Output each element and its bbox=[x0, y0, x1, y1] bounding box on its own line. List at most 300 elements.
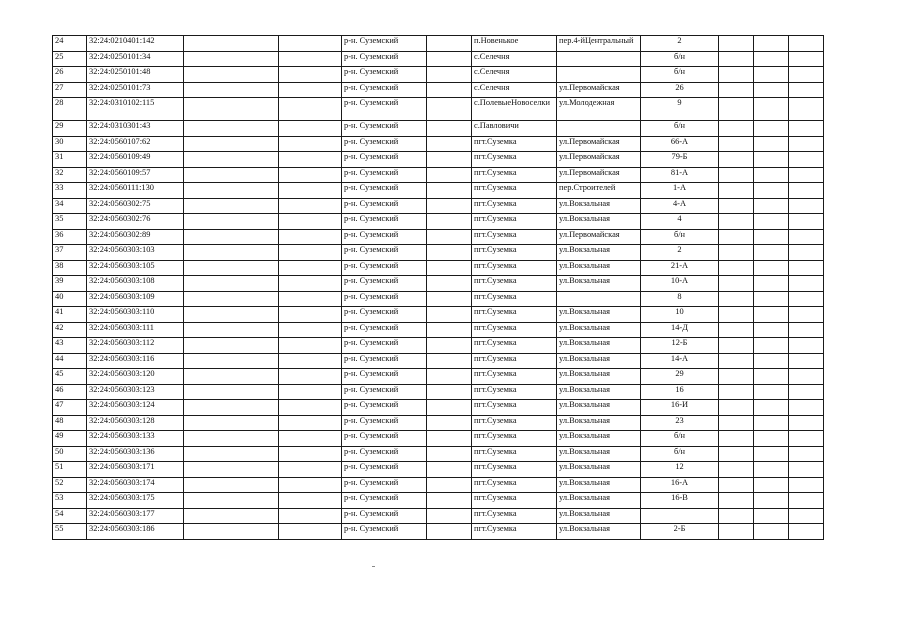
street-name: ул.Вокзальная bbox=[557, 477, 641, 493]
row-number: 26 bbox=[53, 67, 87, 83]
row-number: 41 bbox=[53, 307, 87, 323]
empty-cell bbox=[789, 415, 824, 431]
cadastral-number: 32:24:0250101:34 bbox=[87, 51, 184, 67]
house-number: 29 bbox=[641, 369, 719, 385]
empty-cell bbox=[184, 291, 279, 307]
empty-cell bbox=[279, 477, 342, 493]
empty-cell bbox=[754, 508, 789, 524]
locality-name: пгт.Суземка bbox=[472, 477, 557, 493]
row-number: 43 bbox=[53, 338, 87, 354]
empty-cell bbox=[427, 307, 472, 323]
empty-cell bbox=[754, 462, 789, 478]
house-number: 14-А bbox=[641, 353, 719, 369]
empty-cell bbox=[279, 167, 342, 183]
empty-cell bbox=[427, 431, 472, 447]
empty-cell bbox=[754, 446, 789, 462]
empty-cell bbox=[789, 477, 824, 493]
table-row bbox=[53, 508, 824, 524]
empty-cell bbox=[184, 136, 279, 152]
empty-cell bbox=[184, 338, 279, 354]
table-row bbox=[53, 82, 824, 98]
table-row bbox=[53, 446, 824, 462]
district-name: р-н. Суземский bbox=[342, 338, 427, 354]
row-number: 47 bbox=[53, 400, 87, 416]
empty-cell bbox=[427, 276, 472, 292]
empty-cell bbox=[789, 338, 824, 354]
empty-cell bbox=[754, 229, 789, 245]
street-name bbox=[557, 121, 641, 137]
empty-cell bbox=[719, 136, 754, 152]
empty-cell bbox=[719, 446, 754, 462]
empty-cell bbox=[754, 121, 789, 137]
table-row bbox=[53, 167, 824, 183]
cadastral-number: 32:24:0560303:177 bbox=[87, 508, 184, 524]
empty-cell bbox=[279, 353, 342, 369]
empty-cell bbox=[427, 198, 472, 214]
empty-cell bbox=[279, 524, 342, 540]
locality-name: пгт.Суземка bbox=[472, 524, 557, 540]
row-number: 24 bbox=[53, 36, 87, 52]
empty-cell bbox=[184, 260, 279, 276]
house-number: б/н bbox=[641, 121, 719, 137]
house-number: 12-Б bbox=[641, 338, 719, 354]
empty-cell bbox=[427, 82, 472, 98]
street-name: ул.Вокзальная bbox=[557, 369, 641, 385]
street-name: ул.Вокзальная bbox=[557, 493, 641, 509]
empty-cell bbox=[719, 51, 754, 67]
scan-speck bbox=[372, 566, 375, 567]
table-row bbox=[53, 245, 824, 261]
district-name: р-н. Суземский bbox=[342, 198, 427, 214]
table-row bbox=[53, 121, 824, 137]
district-name: р-н. Суземский bbox=[342, 322, 427, 338]
locality-name: пгт.Суземка bbox=[472, 400, 557, 416]
table-row bbox=[53, 276, 824, 292]
table-row bbox=[53, 353, 824, 369]
empty-cell bbox=[789, 214, 824, 230]
cadastral-number: 32:24:0560303:105 bbox=[87, 260, 184, 276]
empty-cell bbox=[427, 508, 472, 524]
empty-cell bbox=[754, 291, 789, 307]
empty-cell bbox=[279, 338, 342, 354]
empty-cell bbox=[789, 462, 824, 478]
empty-cell bbox=[184, 98, 279, 121]
house-number: 10 bbox=[641, 307, 719, 323]
empty-cell bbox=[427, 477, 472, 493]
table-row bbox=[53, 307, 824, 323]
district-name: р-н. Суземский bbox=[342, 493, 427, 509]
empty-cell bbox=[789, 82, 824, 98]
locality-name: пгт.Суземка bbox=[472, 183, 557, 199]
empty-cell bbox=[427, 229, 472, 245]
row-number: 44 bbox=[53, 353, 87, 369]
house-number bbox=[641, 508, 719, 524]
empty-cell bbox=[754, 431, 789, 447]
house-number: 66-А bbox=[641, 136, 719, 152]
empty-cell bbox=[789, 446, 824, 462]
district-name: р-н. Суземский bbox=[342, 353, 427, 369]
empty-cell bbox=[184, 353, 279, 369]
empty-cell bbox=[427, 384, 472, 400]
cadastral-number: 32:24:0560303:123 bbox=[87, 384, 184, 400]
empty-cell bbox=[719, 477, 754, 493]
table-row bbox=[53, 67, 824, 83]
empty-cell bbox=[789, 307, 824, 323]
row-number: 48 bbox=[53, 415, 87, 431]
empty-cell bbox=[279, 384, 342, 400]
locality-name: пгт.Суземка bbox=[472, 322, 557, 338]
table-row bbox=[53, 322, 824, 338]
empty-cell bbox=[789, 183, 824, 199]
empty-cell bbox=[279, 82, 342, 98]
house-number: б/н bbox=[641, 51, 719, 67]
empty-cell bbox=[427, 415, 472, 431]
empty-cell bbox=[719, 353, 754, 369]
house-number: 16-В bbox=[641, 493, 719, 509]
locality-name: пгт.Суземка bbox=[472, 446, 557, 462]
empty-cell bbox=[184, 51, 279, 67]
empty-cell bbox=[719, 183, 754, 199]
cadastral-number: 32:24:0560303:171 bbox=[87, 462, 184, 478]
empty-cell bbox=[279, 415, 342, 431]
street-name: ул.Первомайская bbox=[557, 229, 641, 245]
locality-name: с.Селечня bbox=[472, 67, 557, 83]
table-row bbox=[53, 183, 824, 199]
empty-cell bbox=[789, 524, 824, 540]
empty-cell bbox=[279, 260, 342, 276]
locality-name: с.Селечня bbox=[472, 51, 557, 67]
locality-name: пгт.Суземка bbox=[472, 462, 557, 478]
row-number: 32 bbox=[53, 167, 87, 183]
empty-cell bbox=[789, 229, 824, 245]
row-number: 30 bbox=[53, 136, 87, 152]
empty-cell bbox=[184, 508, 279, 524]
empty-cell bbox=[184, 369, 279, 385]
district-name: р-н. Суземский bbox=[342, 462, 427, 478]
empty-cell bbox=[427, 260, 472, 276]
row-number: 25 bbox=[53, 51, 87, 67]
house-number: б/н bbox=[641, 446, 719, 462]
house-number: 12 bbox=[641, 462, 719, 478]
street-name: ул.Молодежная bbox=[557, 98, 641, 121]
row-number: 55 bbox=[53, 524, 87, 540]
empty-cell bbox=[279, 369, 342, 385]
empty-cell bbox=[789, 260, 824, 276]
empty-cell bbox=[754, 384, 789, 400]
empty-cell bbox=[427, 524, 472, 540]
empty-cell bbox=[279, 431, 342, 447]
empty-cell bbox=[719, 322, 754, 338]
locality-name: пгт.Суземка bbox=[472, 152, 557, 168]
house-number: 21-А bbox=[641, 260, 719, 276]
empty-cell bbox=[184, 307, 279, 323]
row-number: 50 bbox=[53, 446, 87, 462]
empty-cell bbox=[279, 67, 342, 83]
street-name: ул.Вокзальная bbox=[557, 431, 641, 447]
empty-cell bbox=[184, 167, 279, 183]
district-name: р-н. Суземский bbox=[342, 229, 427, 245]
district-name: р-н. Суземский bbox=[342, 524, 427, 540]
empty-cell bbox=[789, 167, 824, 183]
register-table-body bbox=[53, 36, 824, 540]
empty-cell bbox=[279, 36, 342, 52]
district-name: р-н. Суземский bbox=[342, 307, 427, 323]
table-row bbox=[53, 198, 824, 214]
empty-cell bbox=[279, 291, 342, 307]
empty-cell bbox=[789, 245, 824, 261]
empty-cell bbox=[754, 98, 789, 121]
empty-cell bbox=[789, 384, 824, 400]
table-row bbox=[53, 477, 824, 493]
street-name: ул.Вокзальная bbox=[557, 400, 641, 416]
cadastral-number: 32:24:0560303:128 bbox=[87, 415, 184, 431]
house-number: 4 bbox=[641, 214, 719, 230]
empty-cell bbox=[279, 229, 342, 245]
table-row bbox=[53, 415, 824, 431]
table-row bbox=[53, 524, 824, 540]
district-name: р-н. Суземский bbox=[342, 477, 427, 493]
empty-cell bbox=[719, 98, 754, 121]
district-name: р-н. Суземский bbox=[342, 82, 427, 98]
register-table bbox=[52, 35, 824, 540]
district-name: р-н. Суземский bbox=[342, 214, 427, 230]
empty-cell bbox=[427, 338, 472, 354]
empty-cell bbox=[789, 322, 824, 338]
empty-cell bbox=[719, 198, 754, 214]
empty-cell bbox=[754, 183, 789, 199]
cadastral-number: 32:24:0560303:133 bbox=[87, 431, 184, 447]
locality-name: пгт.Суземка bbox=[472, 229, 557, 245]
locality-name: пгт.Суземка bbox=[472, 260, 557, 276]
cadastral-number: 32:24:0560302:89 bbox=[87, 229, 184, 245]
district-name: р-н. Суземский bbox=[342, 260, 427, 276]
locality-name: пгт.Суземка bbox=[472, 353, 557, 369]
district-name: р-н. Суземский bbox=[342, 167, 427, 183]
empty-cell bbox=[279, 98, 342, 121]
empty-cell bbox=[184, 183, 279, 199]
empty-cell bbox=[427, 493, 472, 509]
row-number: 36 bbox=[53, 229, 87, 245]
row-number: 33 bbox=[53, 183, 87, 199]
locality-name: пгт.Суземка bbox=[472, 198, 557, 214]
cadastral-number: 32:24:0560303:136 bbox=[87, 446, 184, 462]
house-number: 16-И bbox=[641, 400, 719, 416]
row-number: 51 bbox=[53, 462, 87, 478]
empty-cell bbox=[719, 36, 754, 52]
empty-cell bbox=[427, 152, 472, 168]
table-row bbox=[53, 384, 824, 400]
empty-cell bbox=[427, 36, 472, 52]
empty-cell bbox=[184, 82, 279, 98]
empty-cell bbox=[719, 82, 754, 98]
empty-cell bbox=[754, 276, 789, 292]
table-row bbox=[53, 462, 824, 478]
empty-cell bbox=[754, 353, 789, 369]
cadastral-number: 32:24:0560302:76 bbox=[87, 214, 184, 230]
street-name: ул.Вокзальная bbox=[557, 384, 641, 400]
empty-cell bbox=[719, 415, 754, 431]
empty-cell bbox=[427, 121, 472, 137]
house-number: 2-Б bbox=[641, 524, 719, 540]
house-number: 2 bbox=[641, 245, 719, 261]
district-name: р-н. Суземский bbox=[342, 136, 427, 152]
row-number: 35 bbox=[53, 214, 87, 230]
empty-cell bbox=[279, 493, 342, 509]
house-number: 1-А bbox=[641, 183, 719, 199]
cadastral-number: 32:24:0210401:142 bbox=[87, 36, 184, 52]
district-name: р-н. Суземский bbox=[342, 98, 427, 121]
table-row bbox=[53, 338, 824, 354]
street-name: ул.Вокзальная bbox=[557, 508, 641, 524]
empty-cell bbox=[754, 415, 789, 431]
cadastral-number: 32:24:0560303:120 bbox=[87, 369, 184, 385]
empty-cell bbox=[279, 183, 342, 199]
cadastral-number: 32:24:0560107:62 bbox=[87, 136, 184, 152]
street-name: ул.Вокзальная bbox=[557, 307, 641, 323]
empty-cell bbox=[184, 477, 279, 493]
row-number: 42 bbox=[53, 322, 87, 338]
empty-cell bbox=[427, 322, 472, 338]
empty-cell bbox=[754, 67, 789, 83]
empty-cell bbox=[184, 322, 279, 338]
empty-cell bbox=[184, 446, 279, 462]
empty-cell bbox=[789, 508, 824, 524]
district-name: р-н. Суземский bbox=[342, 415, 427, 431]
row-number: 40 bbox=[53, 291, 87, 307]
locality-name: пгт.Суземка bbox=[472, 493, 557, 509]
locality-name: пгт.Суземка bbox=[472, 214, 557, 230]
cadastral-number: 32:24:0250101:48 bbox=[87, 67, 184, 83]
empty-cell bbox=[719, 229, 754, 245]
street-name: ул.Первомайская bbox=[557, 167, 641, 183]
empty-cell bbox=[754, 82, 789, 98]
empty-cell bbox=[427, 214, 472, 230]
empty-cell bbox=[754, 167, 789, 183]
street-name: ул.Вокзальная bbox=[557, 415, 641, 431]
district-name: р-н. Суземский bbox=[342, 400, 427, 416]
empty-cell bbox=[719, 369, 754, 385]
row-number: 53 bbox=[53, 493, 87, 509]
empty-cell bbox=[279, 508, 342, 524]
cadastral-number: 32:24:0310301:43 bbox=[87, 121, 184, 137]
empty-cell bbox=[279, 51, 342, 67]
locality-name: пгт.Суземка bbox=[472, 245, 557, 261]
street-name: ул.Первомайская bbox=[557, 136, 641, 152]
empty-cell bbox=[184, 276, 279, 292]
empty-cell bbox=[754, 400, 789, 416]
empty-cell bbox=[279, 307, 342, 323]
empty-cell bbox=[279, 276, 342, 292]
empty-cell bbox=[789, 353, 824, 369]
locality-name: пгт.Суземка bbox=[472, 276, 557, 292]
empty-cell bbox=[719, 245, 754, 261]
row-number: 34 bbox=[53, 198, 87, 214]
empty-cell bbox=[719, 508, 754, 524]
empty-cell bbox=[427, 98, 472, 121]
empty-cell bbox=[754, 493, 789, 509]
cadastral-number: 32:24:0560303:124 bbox=[87, 400, 184, 416]
empty-cell bbox=[789, 98, 824, 121]
empty-cell bbox=[427, 136, 472, 152]
locality-name: с.Павловичи bbox=[472, 121, 557, 137]
empty-cell bbox=[427, 167, 472, 183]
district-name: р-н. Суземский bbox=[342, 384, 427, 400]
empty-cell bbox=[789, 493, 824, 509]
empty-cell bbox=[427, 400, 472, 416]
street-name bbox=[557, 291, 641, 307]
empty-cell bbox=[789, 136, 824, 152]
locality-name: пгт.Суземка bbox=[472, 136, 557, 152]
street-name bbox=[557, 67, 641, 83]
cadastral-number: 32:24:0560303:109 bbox=[87, 291, 184, 307]
table-row bbox=[53, 214, 824, 230]
cadastral-number: 32:24:0560303:175 bbox=[87, 493, 184, 509]
house-number: 4-А bbox=[641, 198, 719, 214]
empty-cell bbox=[184, 36, 279, 52]
empty-cell bbox=[427, 353, 472, 369]
empty-cell bbox=[789, 400, 824, 416]
house-number: 26 bbox=[641, 82, 719, 98]
cadastral-number: 32:24:0560303:116 bbox=[87, 353, 184, 369]
locality-name: с.Селечня bbox=[472, 82, 557, 98]
empty-cell bbox=[427, 446, 472, 462]
empty-cell bbox=[789, 36, 824, 52]
cadastral-number: 32:24:0310102:115 bbox=[87, 98, 184, 121]
table-row bbox=[53, 291, 824, 307]
street-name: ул.Вокзальная bbox=[557, 338, 641, 354]
district-name: р-н. Суземский bbox=[342, 183, 427, 199]
house-number: 14-Д bbox=[641, 322, 719, 338]
empty-cell bbox=[719, 493, 754, 509]
table-row bbox=[53, 431, 824, 447]
district-name: р-н. Суземский bbox=[342, 291, 427, 307]
empty-cell bbox=[754, 245, 789, 261]
empty-cell bbox=[427, 369, 472, 385]
empty-cell bbox=[427, 291, 472, 307]
empty-cell bbox=[279, 400, 342, 416]
locality-name: с.ПолевыеНовоселки bbox=[472, 98, 557, 121]
street-name: ул.Первомайская bbox=[557, 152, 641, 168]
table-row bbox=[53, 260, 824, 276]
empty-cell bbox=[184, 524, 279, 540]
cadastral-number: 32:24:0560302:75 bbox=[87, 198, 184, 214]
street-name: пер.Строителей bbox=[557, 183, 641, 199]
empty-cell bbox=[719, 524, 754, 540]
row-number: 27 bbox=[53, 82, 87, 98]
empty-cell bbox=[184, 462, 279, 478]
district-name: р-н. Суземский bbox=[342, 508, 427, 524]
locality-name: пгт.Суземка bbox=[472, 338, 557, 354]
house-number: 16-А bbox=[641, 477, 719, 493]
locality-name: пгт.Суземка bbox=[472, 384, 557, 400]
empty-cell bbox=[184, 214, 279, 230]
district-name: р-н. Суземский bbox=[342, 369, 427, 385]
table-row bbox=[53, 229, 824, 245]
empty-cell bbox=[279, 214, 342, 230]
district-name: р-н. Суземский bbox=[342, 67, 427, 83]
street-name: ул.Вокзальная bbox=[557, 276, 641, 292]
empty-cell bbox=[719, 214, 754, 230]
empty-cell bbox=[719, 260, 754, 276]
row-number: 37 bbox=[53, 245, 87, 261]
row-number: 46 bbox=[53, 384, 87, 400]
house-number: б/н bbox=[641, 431, 719, 447]
empty-cell bbox=[789, 121, 824, 137]
empty-cell bbox=[789, 198, 824, 214]
table-row bbox=[53, 36, 824, 52]
street-name: пер.4-йЦентральный bbox=[557, 36, 641, 52]
cadastral-number: 32:24:0250101:73 bbox=[87, 82, 184, 98]
